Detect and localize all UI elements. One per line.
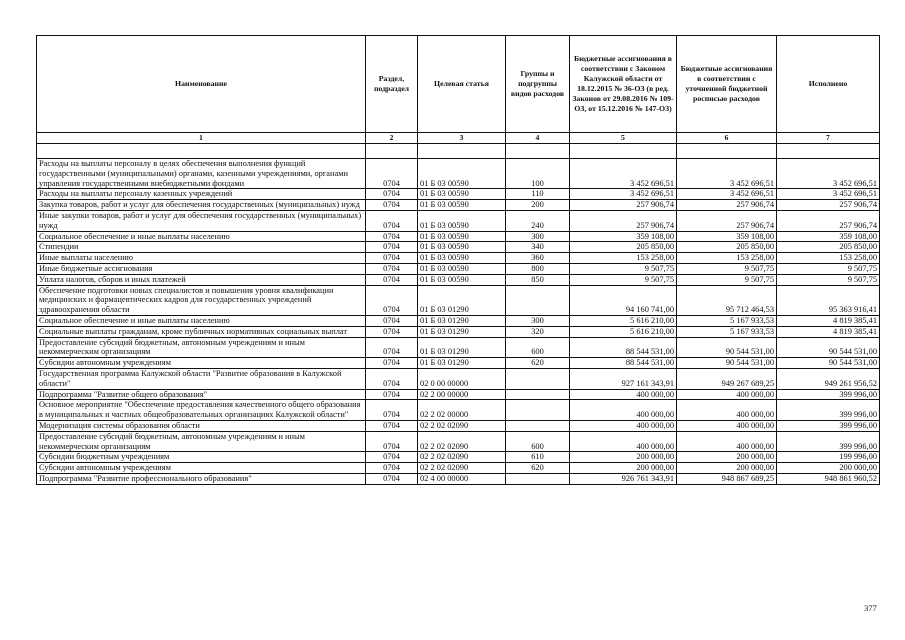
- row-executed: 4 819 385,41: [777, 315, 880, 326]
- row-name: Иные выплаты населению: [37, 253, 366, 264]
- table-row: [37, 326, 880, 337]
- row-law-allocation: 927 161 343,91: [570, 368, 677, 389]
- header-refined-allocations: Бюджетные ассигнования в соответствии с уточненной бюджетной росписью расходов: [677, 36, 777, 133]
- row-group: 610: [506, 452, 570, 463]
- row-group: 110: [506, 189, 570, 200]
- row-name: Иные закупки товаров, работ и услуг для обеспечения государственных (муниципальных) нужд: [37, 210, 366, 231]
- table-row: [37, 389, 880, 400]
- row-article: 02 2 02 00000: [418, 400, 506, 421]
- row-law-allocation: 200 000,00: [570, 463, 677, 474]
- table-row: [37, 420, 880, 431]
- col-number: 4: [506, 133, 570, 144]
- row-razdel: 0704: [366, 400, 418, 421]
- row-group: 850: [506, 274, 570, 285]
- row-name: Подпрограмма "Развитие общего образования": [37, 389, 366, 400]
- header-executed: Исполнено: [777, 36, 880, 133]
- row-executed: 257 906,74: [777, 210, 880, 231]
- row-law-allocation: 3 452 696,51: [570, 159, 677, 189]
- row-refined-allocation: 400 000,00: [677, 400, 777, 421]
- row-refined-allocation: 257 906,74: [677, 200, 777, 211]
- row-razdel: 0704: [366, 263, 418, 274]
- row-article: 02 2 02 02090: [418, 420, 506, 431]
- row-refined-allocation: 359 108,00: [677, 231, 777, 242]
- row-razdel: 0704: [366, 159, 418, 189]
- row-law-allocation: 359 108,00: [570, 231, 677, 242]
- row-group: 800: [506, 263, 570, 274]
- row-refined-allocation: 400 000,00: [677, 431, 777, 452]
- col-number: 7: [777, 133, 880, 144]
- row-law-allocation: 9 507,75: [570, 274, 677, 285]
- row-refined-allocation: 90 544 531,00: [677, 337, 777, 358]
- column-number-row: [37, 133, 880, 144]
- row-razdel: 0704: [366, 337, 418, 358]
- row-article: 02 2 02 02090: [418, 452, 506, 463]
- row-refined-allocation: 200 000,00: [677, 452, 777, 463]
- table-row: [37, 431, 880, 452]
- row-article: 01 Б 03 00590: [418, 189, 506, 200]
- header-group: Группы и подгруппы видов расходов: [506, 36, 570, 133]
- row-refined-allocation: 948 867 689,25: [677, 473, 777, 484]
- row-law-allocation: 5 616 210,00: [570, 326, 677, 337]
- row-razdel: 0704: [366, 358, 418, 369]
- table-row: [37, 231, 880, 242]
- row-executed: 949 261 956,52: [777, 368, 880, 389]
- row-article: 02 2 00 00000: [418, 389, 506, 400]
- row-refined-allocation: 400 000,00: [677, 420, 777, 431]
- row-group: 100: [506, 159, 570, 189]
- row-razdel: 0704: [366, 242, 418, 253]
- row-executed: 9 507,75: [777, 274, 880, 285]
- header-razdel: Раздел, подраздел: [366, 36, 418, 133]
- table-row: [37, 358, 880, 369]
- row-refined-allocation: 95 712 464,53: [677, 285, 777, 315]
- row-name: Социальное обеспечение и иные выплаты населению: [37, 231, 366, 242]
- row-group: 320: [506, 326, 570, 337]
- row-razdel: 0704: [366, 285, 418, 315]
- row-name: Подпрограмма "Развитие профессионального образования": [37, 473, 366, 484]
- row-group: 340: [506, 242, 570, 253]
- table-row: [37, 274, 880, 285]
- row-razdel: 0704: [366, 274, 418, 285]
- row-refined-allocation: 9 507,75: [677, 274, 777, 285]
- row-refined-allocation: 5 167 933,53: [677, 315, 777, 326]
- row-executed: 948 861 960,52: [777, 473, 880, 484]
- table-row: [37, 159, 880, 189]
- row-article: 01 Б 03 00590: [418, 274, 506, 285]
- row-group: 240: [506, 210, 570, 231]
- row-razdel: 0704: [366, 463, 418, 474]
- budget-table: [36, 35, 880, 485]
- page-number: 377: [864, 603, 877, 613]
- row-law-allocation: 400 000,00: [570, 400, 677, 421]
- row-executed: 399 996,00: [777, 400, 880, 421]
- row-name: Уплата налогов, сборов и иных платежей: [37, 274, 366, 285]
- row-name: Предоставление субсидий бюджетным, автономным учреждениям и иным некоммерческим организациям: [37, 337, 366, 358]
- row-law-allocation: 88 544 531,00: [570, 337, 677, 358]
- row-name: Расходы на выплаты персоналу казенных учреждений: [37, 189, 366, 200]
- row-refined-allocation: 90 544 531,00: [677, 358, 777, 369]
- row-razdel: 0704: [366, 326, 418, 337]
- row-law-allocation: 153 258,00: [570, 253, 677, 264]
- col-number: 2: [366, 133, 418, 144]
- table-row: [37, 337, 880, 358]
- row-law-allocation: 257 906,74: [570, 210, 677, 231]
- row-name: Государственная программа Калужской области "Развитие образования в Калужской области": [37, 368, 366, 389]
- table-row: [37, 253, 880, 264]
- row-refined-allocation: 200 000,00: [677, 463, 777, 474]
- row-executed: 399 996,00: [777, 431, 880, 452]
- row-refined-allocation: 5 167 933,53: [677, 326, 777, 337]
- row-executed: 399 996,00: [777, 420, 880, 431]
- row-law-allocation: 200 000,00: [570, 452, 677, 463]
- row-name: Закупка товаров, работ и услуг для обеспечения государственных (муниципальных) нужд: [37, 200, 366, 211]
- row-group: 200: [506, 200, 570, 211]
- row-executed: 3 452 696,51: [777, 159, 880, 189]
- row-refined-allocation: 9 507,75: [677, 263, 777, 274]
- row-razdel: 0704: [366, 452, 418, 463]
- row-article: 02 2 02 02090: [418, 431, 506, 452]
- table-row: [37, 242, 880, 253]
- row-law-allocation: 205 850,00: [570, 242, 677, 253]
- row-name: Социальные выплаты гражданам, кроме публичных нормативных социальных выплат: [37, 326, 366, 337]
- row-article: 01 Б 03 00590: [418, 200, 506, 211]
- table-row: [37, 400, 880, 421]
- row-article: 01 Б 03 01290: [418, 358, 506, 369]
- table-row: [37, 452, 880, 463]
- row-razdel: 0704: [366, 231, 418, 242]
- row-name: Предоставление субсидий бюджетным, автономным учреждениям и иным некоммерческим организациям: [37, 431, 366, 452]
- row-executed: 95 363 916,41: [777, 285, 880, 315]
- row-group: [506, 400, 570, 421]
- row-article: 01 Б 03 01290: [418, 285, 506, 315]
- row-razdel: 0704: [366, 189, 418, 200]
- row-article: 01 Б 03 00590: [418, 159, 506, 189]
- row-razdel: 0704: [366, 200, 418, 211]
- row-refined-allocation: 3 452 696,51: [677, 159, 777, 189]
- row-law-allocation: 88 544 531,00: [570, 358, 677, 369]
- row-name: Основное мероприятие "Обеспечение предоставления качественного общего образования в муниципальных и частных общеобразовательных организациях Калужской области": [37, 400, 366, 421]
- header-row: [37, 36, 880, 133]
- row-article: 01 Б 03 00590: [418, 231, 506, 242]
- row-law-allocation: 400 000,00: [570, 389, 677, 400]
- row-name: Расходы на выплаты персоналу в целях обеспечения выполнения функций государственными (муниципальными) органами, казенными учреждениями, органами управления государственными внебюджетными фондами: [37, 159, 366, 189]
- row-executed: 200 000,00: [777, 463, 880, 474]
- row-group: 600: [506, 337, 570, 358]
- row-group: 300: [506, 315, 570, 326]
- row-razdel: 0704: [366, 431, 418, 452]
- row-law-allocation: 3 452 696,51: [570, 189, 677, 200]
- row-group: 620: [506, 358, 570, 369]
- table-row: [37, 473, 880, 484]
- row-law-allocation: 94 160 741,00: [570, 285, 677, 315]
- col-number: 5: [570, 133, 677, 144]
- row-group: [506, 368, 570, 389]
- row-executed: 257 906,74: [777, 200, 880, 211]
- row-refined-allocation: 257 906,74: [677, 210, 777, 231]
- table-row: [37, 210, 880, 231]
- row-name: Субсидии бюджетным учреждениям: [37, 452, 366, 463]
- row-law-allocation: 400 000,00: [570, 420, 677, 431]
- row-group: 300: [506, 231, 570, 242]
- col-number: 3: [418, 133, 506, 144]
- row-executed: 90 544 531,00: [777, 337, 880, 358]
- row-executed: 399 996,00: [777, 389, 880, 400]
- row-razdel: 0704: [366, 473, 418, 484]
- row-article: 02 0 00 00000: [418, 368, 506, 389]
- row-refined-allocation: 3 452 696,51: [677, 189, 777, 200]
- row-name: Субсидии автономным учреждениям: [37, 463, 366, 474]
- row-article: 01 Б 03 01290: [418, 315, 506, 326]
- row-name: Социальное обеспечение и иные выплаты населению: [37, 315, 366, 326]
- row-law-allocation: 926 761 343,91: [570, 473, 677, 484]
- header-article: Целевая статья: [418, 36, 506, 133]
- row-name: Обеспечение подготовки новых специалистов и повышения уровня квалификации медицинских и фармацевтических кадров для государственных учреждений здравоохранения области: [37, 285, 366, 315]
- col-number: 6: [677, 133, 777, 144]
- row-law-allocation: 257 906,74: [570, 200, 677, 211]
- header-name: Наименование: [37, 36, 366, 133]
- row-executed: 153 258,00: [777, 253, 880, 264]
- row-executed: 205 850,00: [777, 242, 880, 253]
- row-executed: 199 996,00: [777, 452, 880, 463]
- spacer-row: [37, 144, 880, 159]
- row-refined-allocation: 400 000,00: [677, 389, 777, 400]
- row-law-allocation: 9 507,75: [570, 263, 677, 274]
- row-executed: 4 819 385,41: [777, 326, 880, 337]
- row-name: Субсидии автономным учреждениям: [37, 358, 366, 369]
- row-razdel: 0704: [366, 368, 418, 389]
- header-law-allocations: Бюджетные ассигнования в соответствии с Законом Калужской области от 18.12.2015 № 36-ОЗ (в ред. Законов от 29.08.2016 № 109-ОЗ, от 15.12.2016 № 147-ОЗ): [570, 36, 677, 133]
- table-row: [37, 463, 880, 474]
- row-razdel: 0704: [366, 315, 418, 326]
- row-razdel: 0704: [366, 210, 418, 231]
- row-group: 600: [506, 431, 570, 452]
- row-executed: 359 108,00: [777, 231, 880, 242]
- row-executed: 9 507,75: [777, 263, 880, 274]
- row-refined-allocation: 205 850,00: [677, 242, 777, 253]
- table-body: [37, 144, 880, 485]
- row-group: 620: [506, 463, 570, 474]
- table-row: [37, 189, 880, 200]
- row-law-allocation: 5 616 210,00: [570, 315, 677, 326]
- row-group: 360: [506, 253, 570, 264]
- row-executed: 90 544 531,00: [777, 358, 880, 369]
- col-number: 1: [37, 133, 366, 144]
- row-article: 01 Б 03 00590: [418, 210, 506, 231]
- row-name: Иные бюджетные ассигнования: [37, 263, 366, 274]
- row-name: Стипендии: [37, 242, 366, 253]
- row-law-allocation: 400 000,00: [570, 431, 677, 452]
- row-refined-allocation: 949 267 689,25: [677, 368, 777, 389]
- row-razdel: 0704: [366, 253, 418, 264]
- row-article: 02 4 00 00000: [418, 473, 506, 484]
- row-razdel: 0704: [366, 420, 418, 431]
- row-article: 01 Б 03 01290: [418, 326, 506, 337]
- table-row: [37, 285, 880, 315]
- row-article: 02 2 02 02090: [418, 463, 506, 474]
- row-group: [506, 473, 570, 484]
- row-article: 01 Б 03 00590: [418, 263, 506, 274]
- row-name: Модернизация системы образования области: [37, 420, 366, 431]
- row-razdel: 0704: [366, 389, 418, 400]
- row-article: 01 Б 03 00590: [418, 253, 506, 264]
- table-row: [37, 315, 880, 326]
- table-row: [37, 368, 880, 389]
- row-article: 01 Б 03 01290: [418, 337, 506, 358]
- table-row: [37, 200, 880, 211]
- row-article: 01 Б 03 00590: [418, 242, 506, 253]
- row-group: [506, 389, 570, 400]
- row-group: [506, 285, 570, 315]
- row-refined-allocation: 153 258,00: [677, 253, 777, 264]
- row-group: [506, 420, 570, 431]
- table-row: [37, 263, 880, 274]
- row-executed: 3 452 696,51: [777, 189, 880, 200]
